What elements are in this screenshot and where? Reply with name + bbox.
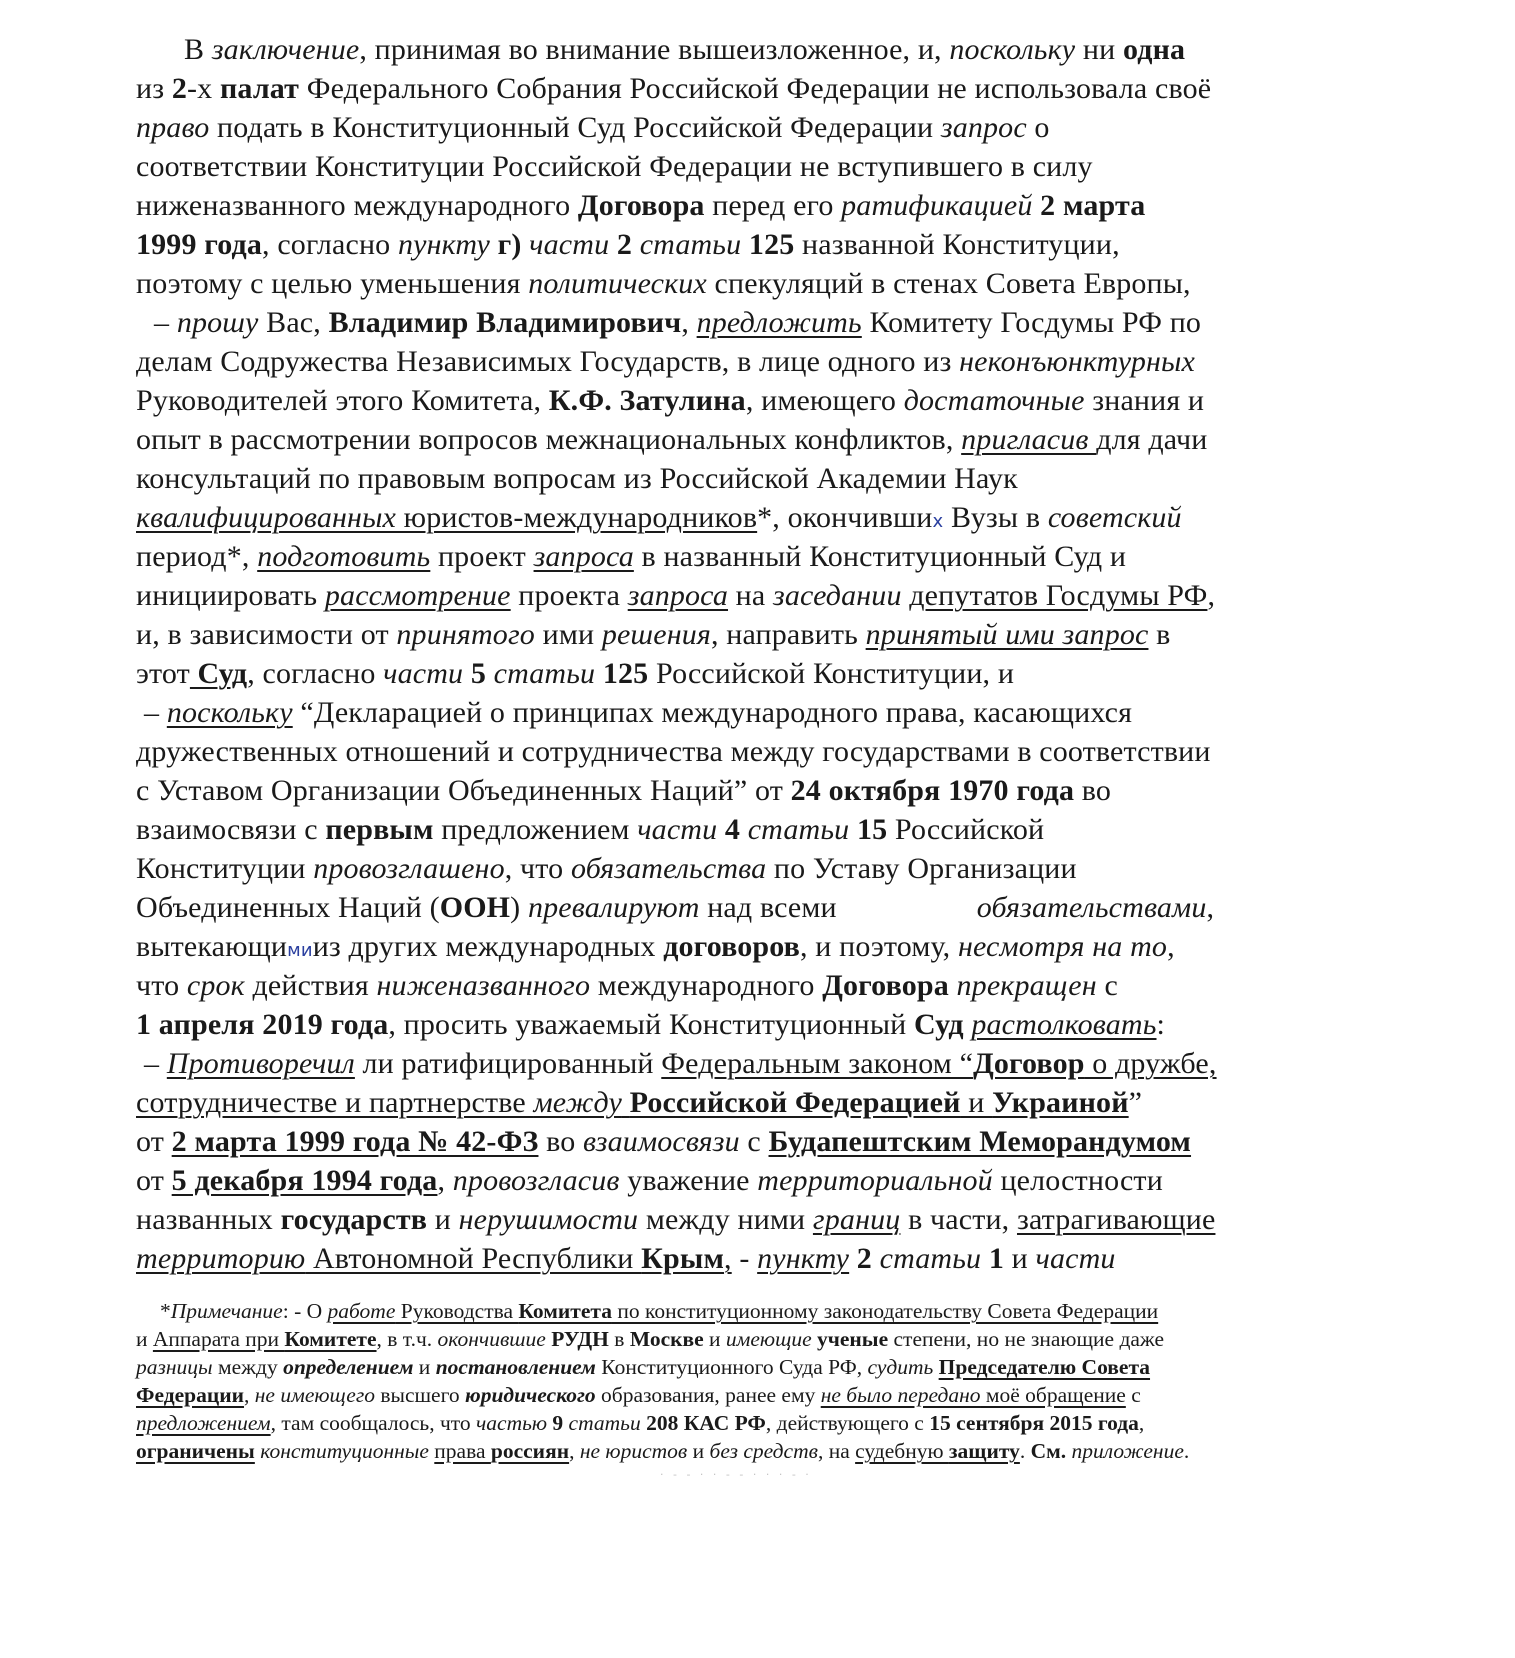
text-run: 125	[602, 657, 649, 690]
text-run: из	[136, 72, 172, 105]
text-run: Примечание	[170, 1299, 283, 1323]
text-run: , просить уважаемый Конституционный	[388, 1008, 915, 1041]
text-run: статьи	[568, 1411, 641, 1435]
text-run: .	[1019, 1439, 1031, 1463]
text-run: подготовить	[257, 540, 431, 573]
text-run: прекращен	[956, 969, 1097, 1002]
text-run	[490, 228, 498, 261]
text-run	[981, 1242, 989, 1275]
text-run: нерушимости	[458, 1203, 639, 1236]
text-run: с Уставом Организации Объединенных Наций” от	[136, 774, 791, 807]
text-run: , принимая во внимание вышеизложенное, и,	[359, 33, 950, 66]
text-run: , согласно	[247, 657, 384, 690]
text-run: 2 марта	[1040, 189, 1146, 222]
text-run: Крым	[641, 1242, 725, 1275]
text-run: Комитете	[284, 1327, 377, 1351]
text-run: государств	[280, 1203, 428, 1236]
text-run: , имеющего	[745, 384, 904, 417]
text-run: моё обращение	[980, 1383, 1126, 1407]
body-line	[136, 654, 1386, 693]
body-line	[136, 1161, 1386, 1200]
text-run: Договора	[577, 189, 705, 222]
body-line	[136, 771, 1386, 810]
text-run: решения	[601, 618, 711, 651]
body-line	[136, 264, 1386, 303]
body-line	[136, 381, 1386, 420]
text-run: провозгласив	[452, 1164, 620, 1197]
text-run: , действующего с	[765, 1411, 930, 1435]
text-run: ”	[1128, 1086, 1143, 1119]
text-run: на	[728, 579, 773, 612]
text-run: 15	[856, 813, 888, 846]
text-run: 2	[171, 72, 188, 105]
text-run: ли ратифицированный	[354, 1047, 662, 1080]
text-run: период*,	[136, 540, 258, 573]
text-run: предложением	[433, 813, 638, 846]
body-line	[136, 1005, 1386, 1044]
text-run: не было передано	[820, 1383, 981, 1407]
text-run: и	[136, 1327, 153, 1351]
text-run: Договора	[822, 969, 949, 1002]
text-run: Суд	[914, 1008, 964, 1041]
text-run: 4	[724, 813, 741, 846]
text-run: пригласив	[961, 423, 1097, 456]
text-run: части	[1035, 1242, 1116, 1275]
text-run: сотрудничестве и партнерстве	[136, 1086, 534, 1119]
text-run: между	[212, 1355, 284, 1379]
text-run: , там сообщалось, что	[270, 1411, 477, 1435]
text-run: статьи	[639, 228, 742, 261]
text-run: , согласно	[262, 228, 398, 261]
text-run: “Декларацией о принципах международного права, касающихся	[292, 696, 1133, 729]
text-run: затрагивающие	[1016, 1203, 1216, 1236]
text-run: Договор	[973, 1047, 1085, 1080]
body-line	[136, 732, 1386, 771]
text-run: части	[637, 813, 718, 846]
footnote-line	[136, 1325, 1386, 1353]
text-run: инициировать	[136, 579, 325, 612]
body-line	[136, 1044, 1386, 1083]
text-run: и	[960, 1086, 993, 1119]
text-run: *	[160, 1299, 171, 1323]
text-run: международного	[590, 969, 823, 1002]
text-run: Конституции	[136, 852, 314, 885]
text-run: уважение	[619, 1164, 758, 1197]
text-run: взаимосвязи с	[136, 813, 326, 846]
text-run: 2	[856, 1242, 872, 1275]
text-run: ,	[569, 1439, 580, 1463]
text-run: *, окончивши	[757, 501, 933, 534]
text-run: превалируют	[527, 891, 700, 924]
handwritten-correction: х	[932, 511, 944, 532]
text-run: принятый ими запрос	[865, 618, 1149, 651]
body-line	[136, 303, 1386, 342]
text-run: защиту	[948, 1439, 1020, 1463]
text-run: степени, но не знающие даже	[888, 1327, 1165, 1351]
text-run: территориальной	[757, 1164, 993, 1197]
text-run: делам Содружества Независимых Государств, в лице одного из	[136, 345, 960, 378]
text-run: соответствии Конституции Российской Федерации не вступившего в силу	[136, 150, 1093, 183]
text-run	[486, 657, 494, 690]
text-run: :	[1156, 1008, 1165, 1041]
text-run: статьи	[747, 813, 850, 846]
text-run: постановлением	[435, 1355, 596, 1379]
text-run: по Уставу Организации	[766, 852, 1077, 885]
text-run: договоров	[663, 930, 800, 963]
text-run: , направить	[710, 618, 866, 651]
text-run: ,	[1138, 1411, 1145, 1435]
text-run: ученые	[817, 1327, 889, 1351]
text-run	[622, 1086, 630, 1119]
text-run: по конституционному законодательству Совета Федерации	[611, 1299, 1159, 1323]
text-run: депутатов Госдумы РФ	[909, 579, 1208, 612]
text-run: Противоречил	[166, 1047, 355, 1080]
text-run: консультаций по правовым вопросам из Российской Академии Наук	[136, 462, 1018, 495]
text-run: , в т.ч.	[376, 1327, 438, 1351]
text-run: частью	[476, 1411, 548, 1435]
text-run: не юристов	[579, 1439, 688, 1463]
body-line	[136, 498, 1386, 537]
handwritten-correction: ми	[287, 940, 313, 961]
body-line	[136, 69, 1386, 108]
text-run: Российской Конституции, и	[648, 657, 1015, 690]
text-run: К.Ф. Затулина	[548, 384, 746, 417]
text-run: Федерации	[136, 1383, 245, 1407]
text-run: проект	[430, 540, 534, 573]
text-run: , и поэтому,	[800, 930, 958, 963]
text-run: и	[1004, 1242, 1036, 1275]
text-run: судебную	[855, 1439, 949, 1463]
text-run: обязательства	[570, 852, 767, 885]
text-run: не имеющего	[254, 1383, 375, 1407]
body-line	[136, 810, 1386, 849]
body-line	[136, 693, 1386, 732]
text-run: разницы	[136, 1355, 213, 1379]
scan-artifact: · ‑ ‑ ‧ · ‐ ‑ ‧ · · ‐ ·	[660, 1468, 812, 1481]
text-run: Объединенных Наций (	[136, 891, 440, 924]
text-run: 24 октября 1970 года	[790, 774, 1075, 807]
text-run: прошу	[176, 306, 259, 339]
text-run: в названный Конституционный Суд и	[633, 540, 1127, 573]
text-run: ,	[244, 1383, 255, 1407]
text-run: растолковать	[971, 1008, 1157, 1041]
text-run: ,	[681, 306, 697, 339]
text-run: ,	[724, 1242, 732, 1275]
text-run: пункту	[397, 228, 490, 261]
text-run: с	[1096, 969, 1118, 1002]
text-run: обязательствами	[976, 891, 1207, 924]
text-run: поэтому с целью уменьшения	[136, 267, 529, 300]
text-run	[595, 657, 603, 690]
text-run: Комитету Госдумы РФ по	[861, 306, 1202, 339]
text-run: пункту	[757, 1242, 850, 1275]
footnote	[136, 1297, 1386, 1465]
text-run: в части,	[900, 1203, 1017, 1236]
text-run: и, в зависимости от	[136, 618, 397, 651]
text-run: ниженазванного	[376, 969, 591, 1002]
text-run: Автономной Республики	[305, 1242, 642, 1275]
text-run: от	[136, 1125, 172, 1158]
text-run	[717, 813, 725, 846]
text-run: вытекающи	[136, 930, 288, 963]
text-run: части	[383, 657, 464, 690]
text-run: Украиной	[992, 1086, 1129, 1119]
text-run: достаточные	[903, 384, 1085, 417]
text-run: определением	[283, 1355, 414, 1379]
body-line	[136, 1122, 1386, 1161]
text-run	[949, 969, 957, 1002]
body-line	[136, 1083, 1386, 1122]
text-run: Руководства	[395, 1299, 519, 1323]
footnote-line	[136, 1353, 1386, 1381]
text-run: действия	[244, 969, 377, 1002]
text-run: в	[608, 1327, 630, 1351]
text-run: 2 марта 1999 года № 42-ФЗ	[171, 1125, 539, 1158]
text-run: : - О	[282, 1299, 328, 1323]
text-run: окончившие	[437, 1327, 546, 1351]
text-run: статьи	[493, 657, 596, 690]
text-run: 5 декабря 1994 года	[171, 1164, 438, 1197]
text-run: между	[533, 1086, 622, 1119]
text-run: Конституционного Суда РФ,	[595, 1355, 868, 1379]
text-run: 1 апреля 2019 года	[136, 1008, 389, 1041]
text-run: из других международных	[312, 930, 664, 963]
text-run: имеющие	[725, 1327, 812, 1351]
text-run: Москве	[629, 1327, 704, 1351]
text-run: между ними	[638, 1203, 813, 1236]
text-run: ,	[1206, 891, 1215, 924]
text-run: В	[184, 33, 212, 66]
text-run: границ	[812, 1203, 901, 1236]
text-run: высшего	[374, 1383, 465, 1407]
text-run: Будапештским Меморандумом	[768, 1125, 1192, 1158]
text-run: Российской Федерацией	[629, 1086, 961, 1119]
text-run: спекуляций в стенах Совета Европы,	[706, 267, 1191, 300]
text-run: ратификацией	[841, 189, 1033, 222]
text-run: поскольку	[166, 696, 293, 729]
text-run: в	[1148, 618, 1171, 651]
text-run: 5	[470, 657, 486, 690]
text-run: и	[413, 1355, 436, 1379]
text-run: неконъюнктурных	[959, 345, 1195, 378]
text-run: право	[136, 111, 210, 144]
text-run: Федеральным законом “	[661, 1047, 974, 1080]
footnote-line	[136, 1437, 1386, 1465]
body-line	[136, 927, 1386, 966]
text-run: Федерального Собрания Российской Федерации не использовала своё	[299, 72, 1212, 105]
text-run: территорию	[136, 1242, 306, 1275]
text-run: и	[687, 1439, 710, 1463]
text-run: 208 КАС РФ	[646, 1411, 766, 1435]
text-run: ниженазванного международного	[136, 189, 578, 222]
text-run: заседании	[773, 579, 902, 612]
text-run: и	[427, 1203, 459, 1236]
text-run: над всеми	[699, 891, 837, 924]
body-line	[136, 147, 1386, 186]
body-line	[136, 186, 1386, 225]
text-run: от	[136, 1164, 172, 1197]
text-run: во	[1074, 774, 1112, 807]
text-run: 1	[988, 1242, 1004, 1275]
text-run: палат	[219, 72, 300, 105]
text-run: работе	[327, 1299, 396, 1323]
text-run: знания и	[1084, 384, 1205, 417]
text-run	[609, 228, 617, 261]
text-run: Комитета	[518, 1299, 612, 1323]
text-run: Аппарата при	[152, 1327, 285, 1351]
text-run: опыт в рассмотрении вопросов межнациональных конфликтов,	[136, 423, 962, 456]
text-run: права	[434, 1439, 491, 1463]
text-run: запроса	[533, 540, 634, 573]
text-run: –	[144, 1047, 167, 1080]
body-line	[136, 108, 1386, 147]
text-run: Руководителей этого Комитета,	[136, 384, 549, 417]
text-run: одна	[1122, 33, 1186, 66]
text-run: и	[703, 1327, 726, 1351]
text-run: во	[538, 1125, 584, 1158]
text-run: россиян	[490, 1439, 570, 1463]
footnote-line	[136, 1381, 1386, 1409]
text-run: Вузы в	[943, 501, 1048, 534]
body-text	[136, 30, 1386, 1278]
text-run: перед его	[704, 189, 842, 222]
text-run: с	[739, 1125, 769, 1158]
text-run: ООН	[439, 891, 511, 924]
text-run: заключение	[211, 33, 360, 66]
text-run	[741, 228, 749, 261]
text-run	[849, 1242, 857, 1275]
text-run: политических	[528, 267, 707, 300]
footnote-line	[136, 1297, 1386, 1325]
text-run: срок	[186, 969, 245, 1002]
text-run: запроса	[627, 579, 729, 612]
text-run: рассмотрение	[324, 579, 511, 612]
body-line	[136, 966, 1386, 1005]
body-line	[136, 459, 1386, 498]
text-run: подать в Конституционный Суд Российской Федерации	[209, 111, 941, 144]
text-run: поскольку	[949, 33, 1076, 66]
text-run: ,	[1167, 930, 1175, 963]
text-run: ограничены	[136, 1439, 255, 1463]
body-line	[136, 420, 1386, 459]
text-run: -	[731, 1242, 758, 1275]
text-run: первым	[325, 813, 434, 846]
text-run: дружественных отношений и сотрудничества между государствами в соответствии	[136, 735, 1211, 768]
text-run: 125	[748, 228, 795, 261]
text-run: юристов-международников	[396, 501, 758, 534]
text-run: конституционные	[260, 1439, 429, 1463]
text-run: юридического	[465, 1383, 596, 1407]
text-run: .	[1183, 1439, 1190, 1463]
text-run: –	[154, 306, 177, 339]
text-run	[849, 813, 857, 846]
text-run: ни	[1075, 33, 1123, 66]
text-run: , что	[504, 852, 571, 885]
body-line	[136, 615, 1386, 654]
text-run	[872, 1242, 880, 1275]
text-run: 9	[552, 1411, 564, 1435]
body-line	[136, 576, 1386, 615]
text-run: судить	[867, 1355, 934, 1379]
body-line	[136, 1239, 1386, 1278]
text-run: с	[1125, 1383, 1141, 1407]
text-run: Российской	[887, 813, 1045, 846]
body-line	[136, 1200, 1386, 1239]
text-run: , на	[817, 1439, 856, 1463]
text-run: проекта	[510, 579, 628, 612]
text-run: взаимосвязи	[583, 1125, 740, 1158]
body-line	[136, 537, 1386, 576]
body-line	[136, 342, 1386, 381]
text-run: Вас,	[258, 306, 329, 339]
text-run: провозглашено	[313, 852, 505, 885]
text-run: См.	[1030, 1439, 1067, 1463]
footnote-line	[136, 1409, 1386, 1437]
text-run: предложить	[696, 306, 862, 339]
text-run: что	[136, 969, 187, 1002]
text-run: названных	[136, 1203, 281, 1236]
text-run	[463, 657, 471, 690]
text-run: Владимир Владимирович	[328, 306, 682, 339]
text-run: названной Конституции,	[794, 228, 1120, 261]
body-line	[136, 30, 1386, 69]
text-run: этот	[136, 657, 190, 690]
body-line	[136, 225, 1386, 264]
text-run: РУДН	[551, 1327, 609, 1351]
body-line	[136, 888, 1386, 927]
text-run: принятого	[396, 618, 535, 651]
text-run	[740, 813, 748, 846]
text-run: Суд	[189, 657, 248, 690]
text-run: 1999 года	[136, 228, 263, 261]
text-run: для дачи	[1096, 423, 1208, 456]
text-run: 15 сентября 2015 года	[929, 1411, 1139, 1435]
text-run: ими	[534, 618, 602, 651]
text-run: без средств	[709, 1439, 818, 1463]
text-run: –	[144, 696, 167, 729]
text-run: 2	[616, 228, 633, 261]
text-run: Председателю Совета	[938, 1355, 1151, 1379]
text-run	[632, 228, 640, 261]
text-run: ,	[1207, 579, 1216, 612]
text-run: о	[1026, 111, 1050, 144]
text-run: г)	[497, 228, 522, 261]
text-run: о дружбе,	[1084, 1047, 1217, 1080]
text-run: несмотря на то	[957, 930, 1168, 963]
body-line	[136, 849, 1386, 888]
text-run: статьи	[879, 1242, 982, 1275]
text-run: целостности	[992, 1164, 1163, 1197]
text-run: образования, ранее ему	[595, 1383, 821, 1407]
text-run: запрос	[940, 111, 1027, 144]
text-run: советский	[1047, 501, 1182, 534]
text-run: ,	[437, 1164, 453, 1197]
text-run: )	[510, 891, 528, 924]
text-run: предложением	[136, 1411, 271, 1435]
text-run: квалифицированных	[136, 501, 396, 534]
text-run: части	[529, 228, 610, 261]
text-run: -х	[187, 72, 220, 105]
text-run: приложение	[1071, 1439, 1184, 1463]
